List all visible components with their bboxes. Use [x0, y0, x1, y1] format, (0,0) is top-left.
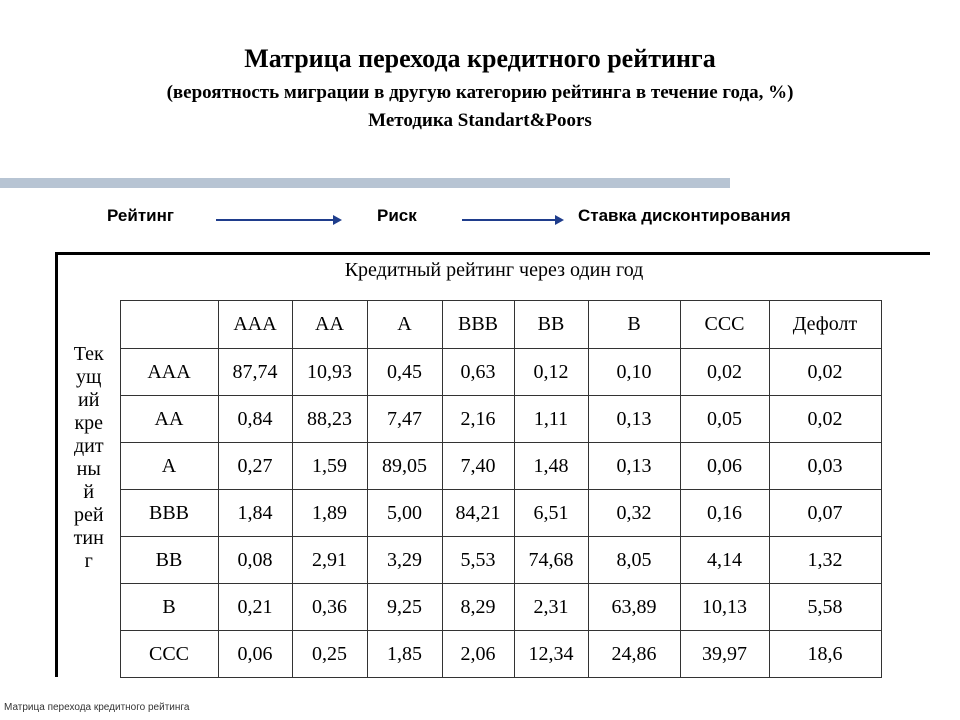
matrix-cell: 0,27	[218, 443, 292, 490]
current-rating-header-line: рей	[73, 503, 104, 526]
column-header: BBB	[442, 301, 514, 349]
table-top-border	[55, 252, 930, 255]
current-rating-header-line: Тек	[73, 342, 104, 365]
table-row	[58, 584, 881, 631]
row-label: BB	[120, 537, 218, 584]
column-header: BB	[514, 301, 588, 349]
matrix-cell: 0,03	[769, 443, 881, 490]
row-label: B	[120, 584, 218, 631]
matrix-cell: 5,58	[769, 584, 881, 631]
matrix-cell: 0,32	[588, 490, 680, 537]
arrow-icon	[216, 219, 340, 221]
matrix-cell: 6,51	[514, 490, 588, 537]
matrix-cell: 0,02	[769, 396, 881, 443]
column-header: Дефолт	[769, 301, 881, 349]
matrix-cell: 0,12	[514, 349, 588, 396]
matrix-cell: 0,16	[680, 490, 769, 537]
matrix-cell: 9,25	[367, 584, 442, 631]
matrix-cell: 0,13	[588, 396, 680, 443]
table-row	[58, 443, 881, 490]
matrix-cell: 12,34	[514, 631, 588, 678]
matrix-cell: 0,21	[218, 584, 292, 631]
matrix-cell: 10,93	[292, 349, 367, 396]
matrix-cell: 7,40	[442, 443, 514, 490]
matrix-cell: 0,08	[218, 537, 292, 584]
matrix-cell: 7,47	[367, 396, 442, 443]
row-label: A	[120, 443, 218, 490]
matrix-cell: 1,32	[769, 537, 881, 584]
current-rating-header	[58, 301, 120, 678]
column-header: AA	[292, 301, 367, 349]
matrix-cell: 2,16	[442, 396, 514, 443]
matrix-cell: 89,05	[367, 443, 442, 490]
table-row	[58, 490, 881, 537]
matrix-cell: 1,48	[514, 443, 588, 490]
column-header: A	[367, 301, 442, 349]
matrix-cell: 24,86	[588, 631, 680, 678]
arrow-icon	[462, 219, 562, 221]
matrix-cell: 0,06	[680, 443, 769, 490]
matrix-cell: 5,00	[367, 490, 442, 537]
current-rating-header-line: кре	[74, 411, 104, 434]
slide-title: Матрица перехода кредитного рейтинга	[244, 44, 716, 73]
matrix-cell: 0,84	[218, 396, 292, 443]
current-rating-header-line: й	[83, 480, 95, 503]
current-rating-header-line: г	[84, 549, 93, 572]
matrix-cell: 1,59	[292, 443, 367, 490]
matrix-cell: 0,25	[292, 631, 367, 678]
flow-rate-label: Ставка дисконтирования	[578, 206, 791, 225]
row-label: AAA	[120, 349, 218, 396]
column-header: CCC	[680, 301, 769, 349]
flow-rating-label: Рейтинг	[107, 206, 174, 225]
matrix-cell: 2,06	[442, 631, 514, 678]
matrix-cell: 8,29	[442, 584, 514, 631]
column-header: AAA	[218, 301, 292, 349]
matrix-cell: 1,85	[367, 631, 442, 678]
matrix-cell: 18,6	[769, 631, 881, 678]
matrix-cell: 2,31	[514, 584, 588, 631]
matrix-cell: 0,13	[588, 443, 680, 490]
matrix-cell: 0,02	[680, 349, 769, 396]
decorative-bar	[0, 178, 730, 188]
current-rating-header-line: тин	[73, 526, 104, 549]
matrix-cell: 5,53	[442, 537, 514, 584]
methodology-label: Методика Standart&Poors	[368, 110, 592, 131]
matrix-cell: 74,68	[514, 537, 588, 584]
corner-cell	[120, 301, 218, 349]
matrix-cell: 1,89	[292, 490, 367, 537]
matrix-cell: 0,06	[218, 631, 292, 678]
matrix-cell: 63,89	[588, 584, 680, 631]
matrix-cell: 39,97	[680, 631, 769, 678]
matrix-cell: 88,23	[292, 396, 367, 443]
row-label: BBB	[120, 490, 218, 537]
matrix-cell: 1,11	[514, 396, 588, 443]
matrix-cell: 0,36	[292, 584, 367, 631]
matrix-cell: 84,21	[442, 490, 514, 537]
current-rating-header-line: ий	[78, 388, 100, 411]
transition-matrix-table	[58, 300, 882, 678]
row-label: AA	[120, 396, 218, 443]
matrix-cell: 0,63	[442, 349, 514, 396]
matrix-cell: 4,14	[680, 537, 769, 584]
matrix-cell: 8,05	[588, 537, 680, 584]
row-label: CCC	[120, 631, 218, 678]
matrix-cell: 0,05	[680, 396, 769, 443]
matrix-cell: 1,84	[218, 490, 292, 537]
slide-subtitle: (вероятность миграции в другую категорию рейтинга в течение года, %)	[166, 82, 794, 103]
table-caption: Кредитный рейтинг через один год	[344, 259, 644, 281]
table-row	[58, 396, 881, 443]
current-rating-header-line: ущ	[76, 365, 102, 388]
matrix-cell: 0,10	[588, 349, 680, 396]
matrix-cell: 0,07	[769, 490, 881, 537]
flow-risk-label: Риск	[377, 206, 417, 225]
current-rating-header-line: дит	[73, 434, 104, 457]
table-row	[58, 631, 881, 678]
table-row	[58, 537, 881, 584]
matrix-cell: 10,13	[680, 584, 769, 631]
matrix-cell: 87,74	[218, 349, 292, 396]
matrix-cell: 0,45	[367, 349, 442, 396]
table-row	[58, 349, 881, 396]
footer-label: Матрица перехода кредитного рейтинга	[4, 702, 190, 713]
matrix-cell: 0,02	[769, 349, 881, 396]
matrix-cell: 2,91	[292, 537, 367, 584]
current-rating-header-line: ны	[76, 457, 101, 480]
matrix-cell: 3,29	[367, 537, 442, 584]
column-header: B	[588, 301, 680, 349]
